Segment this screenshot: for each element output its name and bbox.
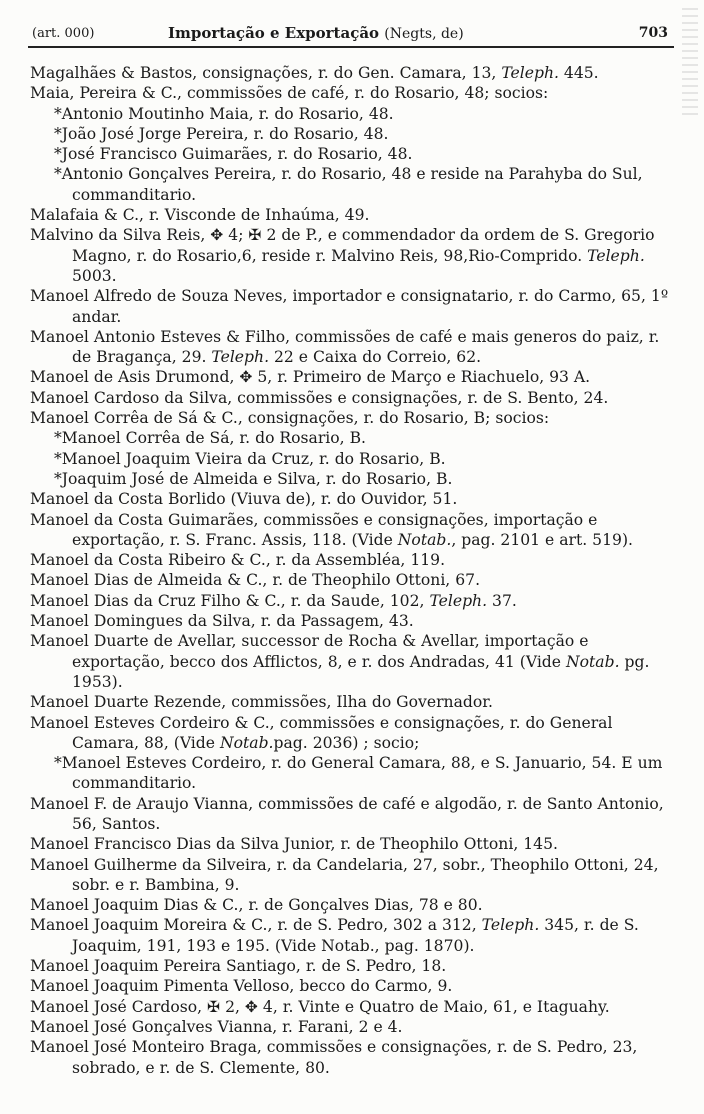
directory-entry [30,388,670,408]
entry-italic: Teleph. [429,591,488,610]
directory-entry [30,915,670,956]
entry-text: Manoel Joaquim Moreira & C., r. de S. Pedro, 302 a 312, [30,916,482,935]
directory-entry [30,631,670,692]
directory-entry [30,83,670,103]
partner-entry [30,104,670,124]
running-title [168,24,568,42]
directory-entry [30,570,670,590]
entry-italic: Teleph. [501,64,559,82]
directory-entry [30,591,670,611]
entry-text: *João José Jorge Pereira, r. do Rosario, 48. [54,124,389,143]
directory-entry [30,510,670,551]
directory-entry [30,834,670,854]
entry-text: Magalhães & Bastos, consignações, r. do Gen. Camara, 13, [30,64,502,82]
entry-text: *Manoel Joaquim Vieira da Cruz, r. do Rosario, B. [54,449,446,468]
entry-text: *Manoel Corrêa de Sá, r. do Rosario, B. [54,429,367,448]
partner-entry [30,449,670,469]
entry-italic: Notab. [397,530,452,549]
entry-text: Manoel Esteves Cordeiro & C., commissões e consignações, r. do General Camara, 88, (Vide [30,713,613,752]
entry-italic: Notab. [565,652,620,671]
directory-entry [30,794,670,835]
partner-entry [30,164,670,205]
partner-entry [30,124,670,144]
directory-entries [30,63,670,1078]
entry-text: Malafaia & C., r. Visconde de Inhaúma, 49. [30,206,370,225]
entry-text: Manoel Joaquim Dias & C., r. de Gonçalves Dias, 78 e 80. [30,896,483,915]
entry-text: Manoel da Costa Ribeiro & C., r. da Assembléa, 119. [30,551,446,570]
entry-text-after: , pag. 2101 e art. 519). [451,530,633,549]
directory-entry [30,205,670,225]
directory-entry [30,367,670,387]
directory-entry [30,408,670,428]
entry-text: Manoel José Gonçalves Vianna, r. Farani, 2 e 4. [30,1017,403,1036]
entry-text: Manoel Joaquim Pereira Santiago, r. de S. Pedro, 18. [30,957,447,976]
directory-entry [30,611,670,631]
entry-text: Manoel Antonio Esteves & Filho, commissões de café e mais generos do paiz, r. de Bragança, 29. [30,327,660,367]
entry-italic: Teleph. [481,916,540,935]
entry-text: Manoel da Costa Guimarães, commissões e consignações, importação e exportação, r. S. Franc. Assis, 118. (Vide [30,510,598,549]
directory-entry [30,997,670,1017]
entry-text-after: pag. 2036) ; socio; [273,733,420,752]
entry-text: Manoel Dias de Almeida & C., r. de Theophilo Ottoni, 67. [30,571,481,590]
directory-entry [30,713,670,754]
partner-entry [30,469,670,489]
directory-entry [30,956,670,976]
directory-entry [30,1017,670,1037]
directory-entry [30,692,670,712]
entry-text: Manoel Joaquim Pimenta Velloso, becco do Carmo, 9. [30,977,453,996]
partner-entry [30,428,670,448]
entry-italic: Teleph. [211,348,270,367]
entry-text-after: 5003. [72,266,117,285]
entry-text: Manoel José Cardoso, ✠ 2, ✥ 4, r. Vinte e Quatro de Maio, 61, e Itaguahy. [30,997,610,1016]
entry-text: Manoel Dias da Cruz Filho & C., r. da Saude, 102, [30,591,430,610]
running-title-main: Importação e Exportação [168,24,380,42]
entry-text: Manoel Duarte Rezende, commissões, Ilha do Governador. [30,693,493,712]
directory-entry [30,895,670,915]
entry-text-after: 22 e Caixa do Correio, 62. [269,348,482,367]
entry-text: Manoel Alfredo de Souza Neves, importador e consignatario, r. do Carmo, 65, 1º andar. [30,287,669,326]
directory-entry [30,225,670,286]
page-number: 703 [638,25,668,41]
entry-italic: Teleph. [587,246,645,265]
entry-text-after: 345, r. de S. Joaquim, 191, 193 e 195. (Vide Notab., pag. 1870). [72,916,639,955]
article-reference: (art. 000) [32,26,95,41]
entry-text: *Antonio Moutinho Maia, r. do Rosario, 48. [54,104,394,123]
directory-entry [30,1037,670,1078]
directory-entry [30,286,670,327]
entry-text: Manoel Duarte de Avellar, successor de Rocha & Avellar, importação e exportação, becco dos Afflictos, 8, e r. dos Andradas, 41 (Vide [30,632,589,671]
page-edge-smudge [682,8,698,118]
directory-entry [30,489,670,509]
entry-text-after: 445. [558,64,599,82]
entry-text: Manoel José Monteiro Braga, commissões e consignações, r. de S. Pedro, 23, sobrado, e r. de S. Clemente, 80. [30,1038,638,1077]
directory-entry [30,976,670,996]
directory-entry [30,550,670,570]
page-header [28,24,674,48]
entry-text: *Antonio Gonçalves Pereira, r. do Rosario, 48 e reside na Parahyba do Sul, commanditario. [54,165,643,204]
entry-text-after: 37. [487,591,517,610]
entry-text: *José Francisco Guimarães, r. do Rosario, 48. [54,145,413,164]
directory-entry [30,855,670,896]
partner-entry [30,144,670,164]
entry-text: Manoel Francisco Dias da Silva Junior, r. de Theophilo Ottoni, 145. [30,835,558,854]
directory-entry [30,63,670,83]
entry-text: Malvino da Silva Reis, ✥ 4; ✠ 2 de P., e commendador da ordem de S. Gregorio Magno, r. do Rosario,6, reside r. Malvino Reis, 98,Rio-Comprido. [30,226,655,265]
directory-entry [30,327,670,368]
entry-text: Manoel F. de Araujo Vianna, commissões de café e algodão, r. de Santo Antonio, 56, Santos. [30,794,664,833]
entry-text: Manoel da Costa Borlido (Viuva de), r. do Ouvidor, 51. [30,490,458,509]
entry-text: Manoel Guilherme da Silveira, r. da Candelaria, 27, sobr., Theophilo Ottoni, 24, sobr. e r. Bambina, 9. [30,855,659,894]
entry-text: Maia, Pereira & C., commissões de café, r. do Rosario, 48; socios: [30,84,549,103]
entry-text-after: pg. 1953). [72,652,650,691]
entry-italic: Notab. [219,733,274,752]
entry-text: *Joaquim José de Almeida e Silva, r. do Rosario, B. [54,469,453,488]
entry-text: Manoel Corrêa de Sá & C., consignações, r. do Rosario, B; socios: [30,409,550,428]
entry-text: Manoel Domingues da Silva, r. da Passagem, 43. [30,612,414,631]
running-title-suffix: (Negts, de) [384,26,464,42]
entry-text: *Manoel Esteves Cordeiro, r. do General Camara, 88, e S. Januario, 54. E um commanditario. [54,754,663,793]
partner-entry [30,753,670,794]
entry-text: Manoel de Asis Drumond, ✥ 5, r. Primeiro de Março e Riachuelo, 93 A. [30,368,591,387]
entry-text: Manoel Cardoso da Silva, commissões e consignações, r. de S. Bento, 24. [30,388,609,407]
